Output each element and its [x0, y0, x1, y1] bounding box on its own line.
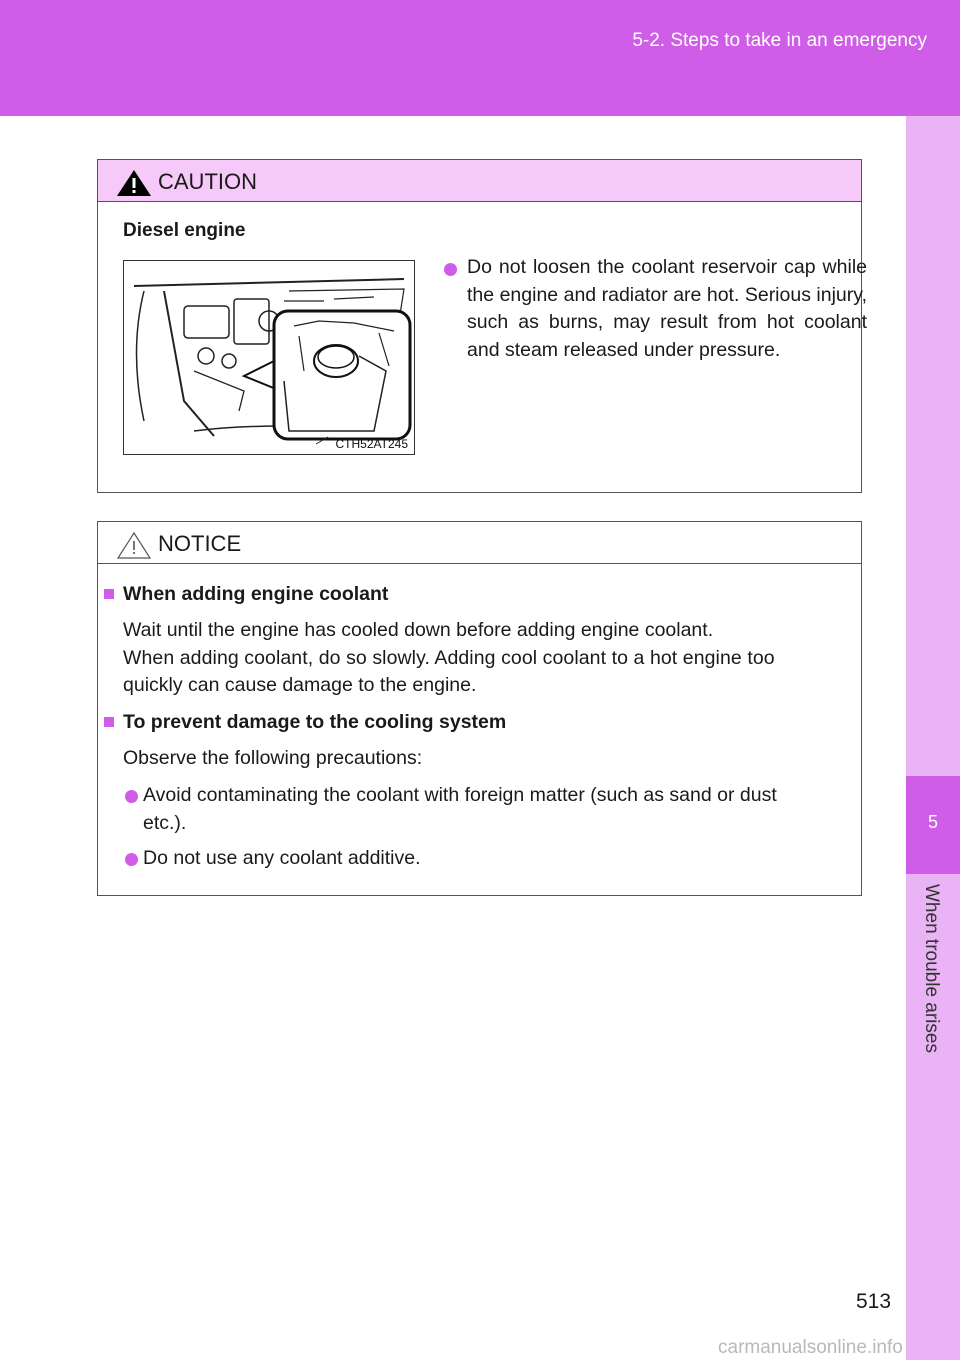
chapter-label: When trouble arises: [921, 884, 942, 1053]
chapter-tab[interactable]: [906, 776, 960, 874]
side-strip-upper: [906, 116, 960, 776]
notice-box: [97, 521, 862, 896]
bullet-icon: [125, 853, 138, 866]
notice-section1-line1: Wait until the engine has cooled down before adding engine coolant.: [123, 619, 714, 641]
caution-label: CAUTION: [158, 169, 257, 194]
caution-bullet-text: Do not loosen the coolant reservoir cap while the engine and radiator are hot. Serious injury, such as burns, may result from hot coolant and steam released under pressure.: [467, 256, 867, 361]
engine-drawing-icon: [124, 261, 415, 455]
caution-box: [97, 159, 867, 493]
chapter-number: 5: [927, 812, 938, 832]
caution-subtitle: Diesel engine: [123, 220, 246, 241]
engine-compartment-illustration: [123, 260, 415, 455]
figure-code: CTH52AT245: [335, 437, 408, 451]
notice-section1-line3: quickly can cause damage to the engine.: [123, 674, 477, 696]
notice-section2-intro: Observe the following precautions:: [123, 747, 423, 769]
notice-label: NOTICE: [158, 531, 242, 556]
page-header: [0, 0, 960, 116]
notice-header: [98, 522, 861, 564]
notice-bullet1-line1: Avoid contaminating the coolant with foreign matter (such as sand or dust: [143, 784, 777, 806]
caution-header: [98, 160, 861, 202]
warning-triangle-outline-icon: [115, 530, 153, 560]
notice-bullet2: Do not use any coolant additive.: [143, 847, 421, 869]
notice-section2-title: To prevent damage to the cooling system: [123, 711, 507, 733]
section-square-icon: [104, 717, 114, 727]
page-number: 513: [856, 1290, 892, 1313]
bullet-icon: [125, 790, 138, 803]
notice-bullet1-line2: etc.).: [143, 812, 187, 834]
notice-section1-line2: When adding coolant, do so slowly. Adding cool coolant to a hot engine too: [123, 647, 775, 669]
notice-section1-title: When adding engine coolant: [123, 583, 389, 605]
section-square-icon: [104, 589, 114, 599]
warning-triangle-icon: [115, 168, 153, 198]
side-strip-lower: [906, 874, 960, 1360]
watermark: carmanualsonline.info: [718, 1337, 903, 1358]
section-title: 5-2. Steps to take in an emergency: [632, 30, 927, 51]
